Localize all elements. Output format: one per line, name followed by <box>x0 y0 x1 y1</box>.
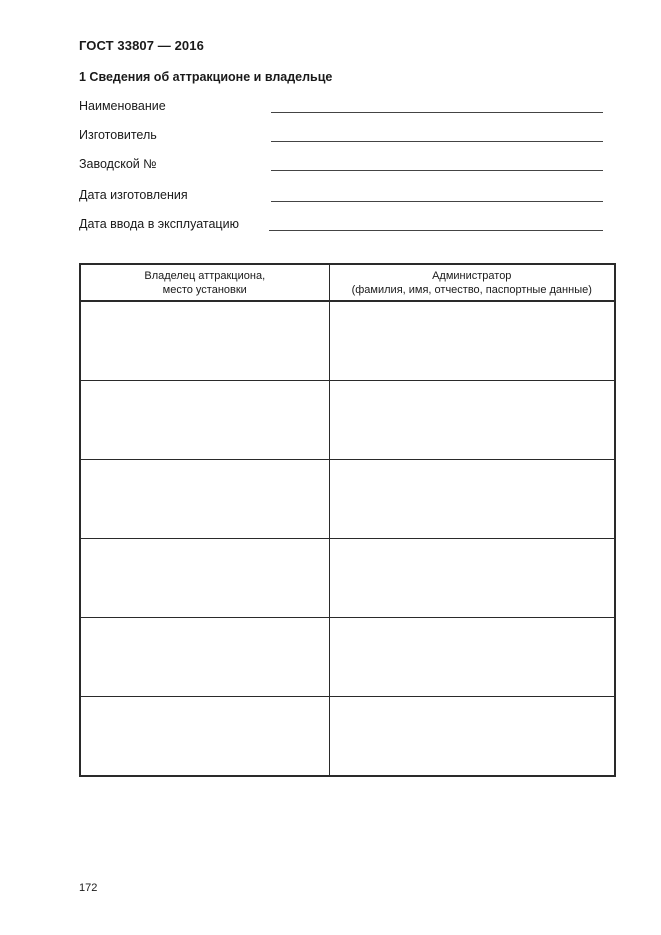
table-cell-owner[interactable] <box>80 381 329 460</box>
column-header-administrator <box>329 264 615 301</box>
field-label-manufacture-date: Дата изготовления <box>79 188 188 202</box>
column-header-owner-line1: Владелец аттракциона, <box>144 269 266 282</box>
table-cell-administrator[interactable] <box>329 618 615 697</box>
field-label-name: Наименование <box>79 99 166 113</box>
table-cell-owner[interactable] <box>80 460 329 539</box>
field-serial-number <box>79 157 603 175</box>
document-header: ГОСТ 33807 — 2016 <box>79 38 204 53</box>
column-header-owner-line2: место установки <box>162 283 247 296</box>
table-header-row <box>80 264 615 301</box>
field-label-manufacturer: Изготовитель <box>79 128 157 142</box>
field-commissioning-date <box>79 217 603 235</box>
field-manufacturer <box>79 128 603 146</box>
table-cell-administrator[interactable] <box>329 301 615 381</box>
table-row <box>80 301 615 381</box>
table-cell-owner[interactable] <box>80 618 329 697</box>
field-line-manufacture-date[interactable] <box>271 201 603 202</box>
column-header-administrator-line1: Администратор <box>432 269 512 282</box>
table-cell-owner[interactable] <box>80 697 329 777</box>
table-row <box>80 539 615 618</box>
table-row <box>80 460 615 539</box>
field-label-serial-number: Заводской № <box>79 157 157 171</box>
table-cell-administrator[interactable] <box>329 539 615 618</box>
field-line-name[interactable] <box>271 112 603 113</box>
table-cell-owner[interactable] <box>80 301 329 381</box>
column-header-owner <box>80 264 329 301</box>
field-line-manufacturer[interactable] <box>271 141 603 142</box>
field-name <box>79 99 603 117</box>
section-title: 1 Сведения об аттракционе и владельце <box>79 70 333 84</box>
table-cell-owner[interactable] <box>80 539 329 618</box>
table-cell-administrator[interactable] <box>329 697 615 777</box>
field-manufacture-date <box>79 188 603 206</box>
field-line-serial-number[interactable] <box>271 170 603 171</box>
column-header-administrator-line2: (фамилия, имя, отчество, паспортные данные) <box>351 283 592 296</box>
table-cell-administrator[interactable] <box>329 460 615 539</box>
table-row <box>80 618 615 697</box>
table-row <box>80 697 615 777</box>
field-line-commissioning-date[interactable] <box>269 230 603 231</box>
owners-table <box>79 263 616 777</box>
table-cell-administrator[interactable] <box>329 381 615 460</box>
field-label-commissioning-date: Дата ввода в эксплуатацию <box>79 217 239 231</box>
page-number: 172 <box>79 882 98 894</box>
table-row <box>80 381 615 460</box>
